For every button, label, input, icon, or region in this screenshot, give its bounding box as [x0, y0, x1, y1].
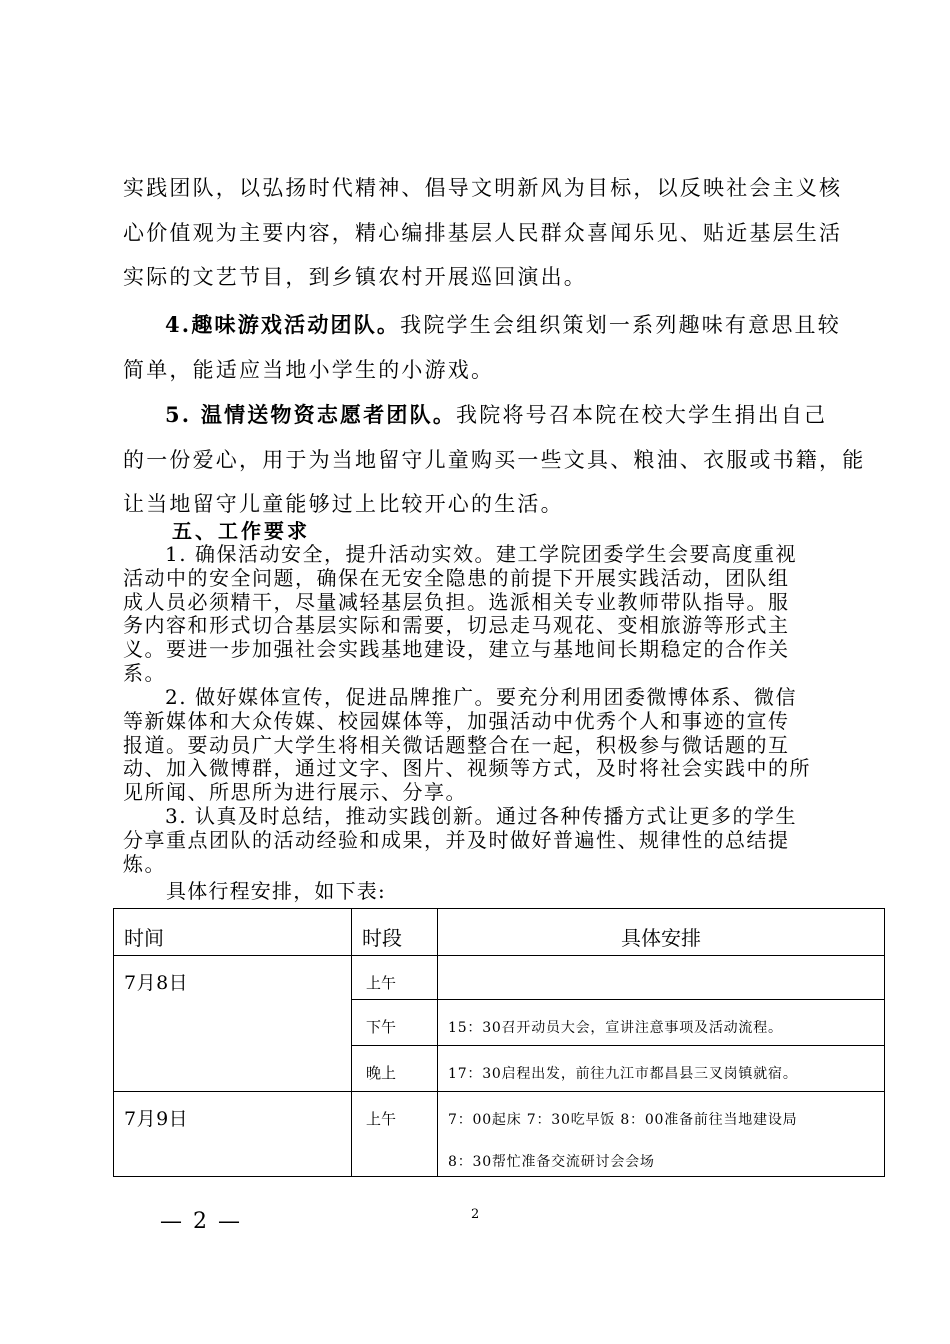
text-line: 实践团队，以弘扬时代精神、倡导文明新风为目标，以反映社会主义核 [123, 176, 843, 200]
segment-cell: 下午 [352, 1000, 438, 1046]
arrangement-cell: 15：30召开动员大会，宣讲注意事项及活动流程。 [438, 1000, 885, 1046]
table-header-row [114, 909, 885, 956]
requirement-2 [123, 686, 830, 805]
text-line: 的一份爱心，用于为当地留守儿童购买一些文具、粮油、衣服或书籍，能 [123, 447, 866, 472]
text-line: 1. 确保活动安全，提升活动实效。建工学院团委学生会要高度重视 [165, 542, 797, 566]
text-line: 炼。 [123, 851, 166, 876]
text-line: 3. 认真及时总结，推动实践创新。通过各种传播方式让更多的学生 [165, 804, 797, 828]
text-line: 成人员必须精干，尽量减轻基层负担。选派相关专业教师带队指导。服 [123, 589, 790, 614]
paragraph-3 [123, 166, 843, 300]
segment-cell: 晚上 [352, 1046, 438, 1092]
text-line: 等新媒体和大众传媒、校园媒体等，加强活动中优秀个人和事迹的宣传 [123, 708, 790, 733]
text-line: 让当地留守儿童能够过上比较开心的生活。 [123, 492, 564, 516]
table-intro: 具体行程安排，如下表: [166, 879, 386, 903]
arrangement-cell: 17：30启程出发，前往九江市都昌县三叉岗镇就宿。 [438, 1046, 885, 1092]
date-cell: 7月8日 [114, 956, 352, 1092]
text-line: 义。要进一步加强社会实践基地建设，建立与基地间长期稳定的合作关 [123, 637, 790, 662]
header-segment: 时段 [352, 909, 438, 956]
paragraph-5 [123, 393, 866, 527]
text-line: 务内容和形式切合基层实际和需要，切忌走马观花、变相旅游等形式主 [123, 613, 790, 638]
text-line: 心价值观为主要内容，精心编排基层人民群众喜闻乐见、贴近基层生活 [123, 220, 843, 245]
text-line: 我院学生会组织策划一系列趣味有意思且较 [400, 313, 841, 337]
text-line: 我院将号召本院在校大学生捐出自己 [456, 403, 828, 427]
section-heading: 五、工作要求 [172, 519, 310, 543]
requirement-1 [123, 543, 830, 686]
text-line: 2. 做好媒体宣传，促进品牌推广。要充分利用团委微博体系、微信 [165, 685, 797, 709]
text-line: 实际的文艺节目，到乡镇农村开展巡回演出。 [123, 265, 587, 289]
header-time: 时间 [114, 909, 352, 956]
schedule-table [113, 908, 885, 1177]
page-number: 2 [471, 1207, 480, 1222]
text-line: 见所闻、所思所为进行展示、分享。 [123, 780, 467, 805]
segment-cell: 上午 [352, 1092, 438, 1177]
paragraph-4-title: 4.趣味游戏活动团队。 [165, 312, 401, 337]
text-line: 活动中的安全问题，确保在无安全隐患的前提下开展实践活动，团队组 [123, 565, 790, 590]
table-row [114, 956, 885, 1000]
text-line: 简单，能适应当地小学生的小游戏。 [123, 357, 495, 382]
date-cell: 7月9日 [114, 1092, 352, 1177]
requirement-3 [123, 805, 830, 876]
arrangement-cell: 7：00起床 7：30吃早饭 8：00准备前往当地建设局 8：30帮忙准备交流研讨会会场 [438, 1092, 885, 1177]
paragraph-5-title: 5. 温情送物资志愿者团队。 [165, 402, 457, 427]
text-line: 报道。要动员广大学生将相关微话题整合在一起，积极参与微话题的互 [123, 732, 790, 757]
paragraph-4 [123, 303, 841, 392]
header-arrangement: 具体安排 [438, 909, 885, 956]
page-mark: — 2 — [160, 1209, 242, 1234]
segment-cell: 上午 [352, 956, 438, 1000]
text-line: 动、加入微博群，通过文字、图片、视频等方式，及时将社会实践中的所 [123, 756, 811, 781]
arrangement-cell [438, 956, 885, 1000]
text-line: 系。 [123, 660, 166, 685]
text-line: 分享重点团队的活动经验和成果，并及时做好普遍性、规律性的总结提 [123, 827, 790, 852]
table-row [114, 1092, 885, 1177]
